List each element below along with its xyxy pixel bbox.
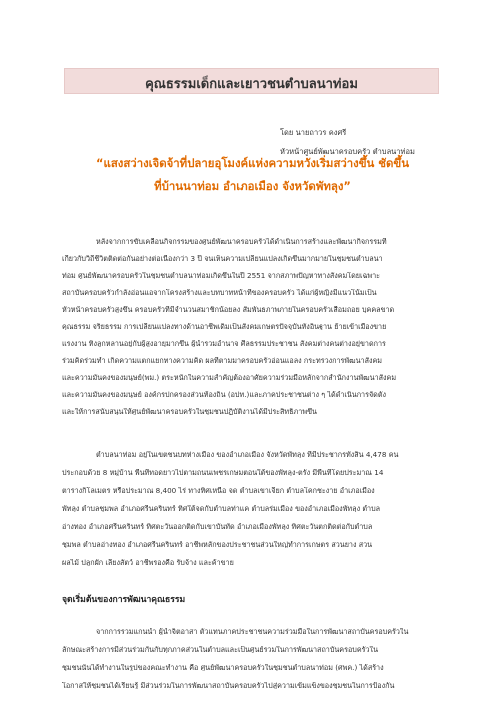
paragraph-line: ตารางกิโลเมตร หรือประมาณ 8,400 ไร่ ทางทิศเหนือ จด ตำบลเขาเจียก ตำบลโคกชะงาย อำเภอเมือง [62,487,375,495]
paragraph-line: โอกาสให้ชุมชนได้เรียนรู้ มีส่วนร่วมในการพัฒนาสถาบันครอบครัวไปสู่ความเข้มแข็งของชุมชนในการป้องกัน [62,682,395,690]
paragraph-line: คุณธรรม จริยธรรม การเปลี่ยนแปลงทางด้านอาชีพเดิมเป็นสังคมเกษตรปัจจุบันทั้งอินฐาน ย้ายเข้าเมืองขาย [62,323,387,331]
paragraph-line: ชุมพล ตำบลอ่างทอง อำเภอศรีนครินทร์ อาชีพหลักของประชาชนส่วนใหญ่ทำการเกษตร สวนยาง สวน [62,541,373,549]
paragraph-line: และความมั่นคงของมนุษย์ องค์กรปกครองส่วนท้องถิ่น (อปท.)และภาคประชาชนต่าง ๆ ได้ดำเนินการจัดตั้ง [62,391,387,399]
paragraph-line: ร่วมคิดร่วมทำ เกิดความแตกแยกทางความคิด ผลที่ตามมาครอบครัวอ่อนแอลง กระทรวงการพัฒนาสังคม [62,357,383,365]
quote-line: “แสงสว่างเจิดจ้าที่ปลายอุโมงค์แห่งความหวังเริ่มสว่างขึ้น ชัดขึ้น [96,156,409,170]
paragraph-line: สถาบันครอบครัวกำลังอ่อนแอจากโครงสร้างและบทบาทหน้าที่ของครอบครัว ได้แก่ผู้หญิงมีแนวโน้มเป็น [62,289,377,297]
paragraph-line: หลังจากการขับเคลื่อนกิจกรรมของศูนย์พัฒนาครอบครัวได้ดำเนินการสร้างและพัฒนากิจกรรมที่ [96,238,387,246]
paragraph-line: แรงงาน ทิ้งลูกหลานอยู่กับผู้สูงอายุมากขึ้น ผู้นำรวมอำนาจ ศีลธรรมประชาชน สังคมต่างคนต่างอยู่ขาดการ [62,340,386,348]
paragraph-line: พัทลุง ตำบลชุมพล อำเภอศรีนครินทร์ ทิศใต้จดกับตำบลท่าแค ตำบลร่มเมือง ของอำเภอเมืองพัทลุง ตำบล [62,505,381,513]
paragraph-line: ประกอบด้วย 8 หมู่บ้าน พื้นที่ทอดยาวไปตามถนนเพชรเกษมตอนใต้ของพัทลุง-ตรัง มีพื้นที่โดยประมาณ 14 [62,469,384,477]
paragraph-line: และให้การสนับสนุนให้ศูนย์พัฒนาครอบครัวในชุมชนปฏิบัติงานได้มีประสิทธิภาพขึ้น [62,408,317,416]
paragraph-line: ท่อม ศูนย์พัฒนาครอบครัวในชุมชนตำบลนาท่อมเกิดขึ้นในปี 2551 จากสภาพปัญหาทางสังคมโดยเฉพาะ [62,272,380,280]
section-heading: จุดเริ่มต้นของการพัฒนาคุณธรรม [62,595,186,605]
author-name: โดย นายถาวร คงศรี [280,128,347,137]
document-title: คุณธรรมเด็กและเยาวชนตำบลนาท่อม [145,77,358,92]
paragraph-line: และความมั่นคงของมนุษย์(พม.) ตระหนักในความสำคัญต้องอาศัยความร่วมมือหลักจากสำนักงานพัฒนาสังคม [62,374,397,382]
paragraph-line: ตำบลนาท่อม อยู่ในเขตชนบทห่างเมือง ของอำเภอเมือง จังหวัดพัทลุง ที่มีประชากรทั้งสิ้น 4,478 คน [96,451,399,459]
title-banner [64,68,439,94]
paragraph-line: ผลไม้ ปลูกผัก เลี้ยงสัตว์ อาชีพรองคือ รับจ้าง และค้าขาย [62,559,234,567]
paragraph-line: หัวหน้าครอบครัวสูงขึ้น ครอบครัวที่มีจำนวนสมาชิกน้อยลง สัมพันธภาพภายในครอบครัวเสื่อมถอย บุคคลขาด [62,306,395,314]
paragraph-line: จากการรวมแกนนำ ผู้นำจิตอาสา ตัวแทนภาคประชาชนความร่วมมือในการพัฒนาสถาบันครอบครัวใน [96,628,409,636]
quote-line: ที่บ้านนาท่อม อำเภอเมือง จังหวัดพัทลุง” [154,179,351,193]
paragraph-line: ลักษณะสร้างการมีส่วนร่วมกันกับทุกภาคส่วนในตำบลและเป็นศูนย์รวมในการพัฒนาสถาบันครอบครัวใน [62,646,378,654]
author-position: หัวหน้าศูนย์พัฒนาครอบครัว ตำบลนาท่อม [280,147,415,156]
paragraph-line: ชุมชนนั้นได้ทำงานในรูปของคณะทำงาน คือ ศูนย์พัฒนาครอบครัวในชุมชนตำบลนาท่อม (ศพค.) ได้สร้าง [62,664,384,672]
paragraph-line: อ่างทอง อำเภอศรีนครินทร์ ทิศตะวันออกติดกับเขาบันทัด อำเภอเมืองพัทลุง ทิศตะวันตกติดต่อกับตำบล [62,523,373,531]
paragraph-line: เกี่ยวกับวิถีชีวิตติดต่อกันอย่างต่อเนื่องกว่า 3 ปี จนเห็นความเปลี่ยนแปลงเกิดขึ้นมากมายในชุมชนตำบลนา [62,255,383,263]
